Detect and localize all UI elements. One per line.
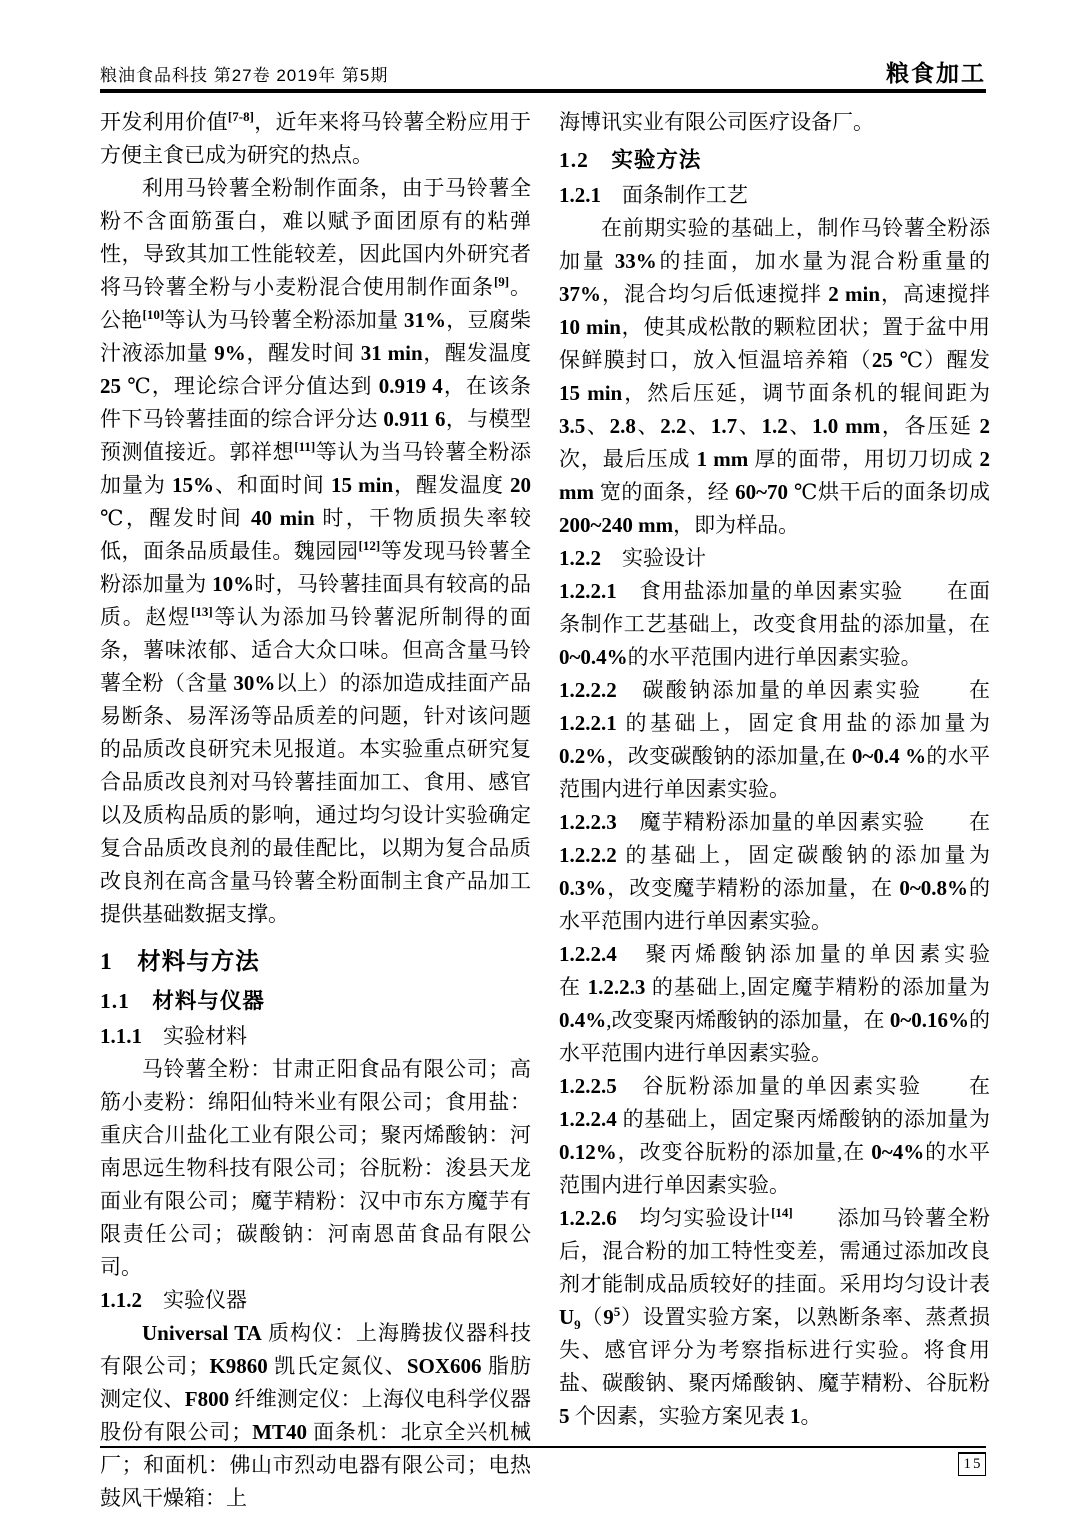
footer-rule	[100, 1446, 986, 1448]
column-left	[100, 106, 531, 1515]
header-rule	[100, 89, 986, 93]
section-heading: 1.1.1 实验材料	[100, 1024, 247, 1048]
column-right	[559, 106, 1032, 1515]
paragraph: 1.2.2.1 食用盐添加量的单因素实验 在面条制作工艺基础上，改变食用盐的添加量，在 0~0.4%的水平范围内进行单因素实验。	[559, 579, 990, 669]
paragraph: 1.2.2.6 均匀实验设计[14] 添加马铃薯全粉后，混合粉的加工特性变差，需通过添加改良剂才能制成品质较好的挂面。采用均匀设计表 $U_9(9^5)$设置实验方案，以熟断条率、蒸煮损失、感官评分为考察指标进行实验。将食用盐、碳酸钠、聚丙烯酸钠、魔芋精粉、谷朊粉 5 个因素，实验方案见表 1。	[559, 1205, 991, 1428]
section-heading: 1.2.1 面条制作工艺	[559, 183, 748, 207]
section-heading: 1.1.2 实验仪器	[100, 1288, 247, 1312]
paragraph: 1.2.2.3 魔芋精粉添加量的单因素实验 在 1.2.2.2 的基础上，固定碳酸钠的添加量为 0.3%，改变魔芋精粉的添加量，在 0~0.8%的水平范围内进行单因素实验。	[559, 810, 991, 933]
paragraph: 马铃薯全粉：甘肃正阳食品有限公司；高筋小麦粉：绵阳仙特米业有限公司；食用盐：重庆合川盐化工业有限公司；聚丙烯酸钠：河南思远生物科技有限公司；谷朊粉：浚县天龙面业有限公司；魔芋精粉：汉中市东方魔芋有限责任公司；碳酸钠：河南恩苗食品有限公司。	[100, 1057, 531, 1279]
section-label: 粮食加工	[886, 60, 986, 86]
page-header	[100, 54, 986, 88]
paragraph: 1.2.2.4 聚丙烯酸钠添加量的单因素实验 在 1.2.2.3 的基础上,固定魔芋精粉的添加量为 0.4%,改变聚丙烯酸钠的添加量，在 0~0.16%的水平范围内进行单因素实验。	[559, 942, 1032, 1065]
paragraph: 开发利用价值[7-8]，近年来将马铃薯全粉应用于方便主食已成为研究的热点。	[100, 109, 532, 167]
journal-info: 粮油食品科技 第27卷 2019年 第5期	[100, 66, 389, 85]
article-body	[100, 106, 1032, 1515]
section-heading: 1 材料与方法	[100, 948, 260, 975]
paragraph: 1.2.2.5 谷朊粉添加量的单因素实验 在 1.2.2.4 的基础上，固定聚丙烯酸钠的添加量为 0.12%，改变谷朊粉的添加量,在 0~4%的水平范围内进行单因素实验。	[559, 1074, 991, 1197]
page-number: 15	[958, 1452, 986, 1476]
section-heading: 1.2 实验方法	[559, 148, 702, 172]
paragraph: 在前期实验的基础上，制作马铃薯全粉添加量 33%的挂面，加水量为混合粉重量的 37%，混合均匀后低速搅拌 2 min，高速搅拌 10 min，使其成松散的颗粒团状；置于盆中用保鲜膜封口，放入恒温培养箱（25 ℃）醒发 15 min，然后压延，调节面条机的辊间距为 3.5、2.8、2.2、1.7、1.2、1.0 mm，各压延 2 次，最后压成 1 mm 厚的面带，用切刀切成 2 mm 宽的面条，经 60~70 ℃烘干后的面条切成 200~240 mm，即为样品。	[559, 216, 991, 537]
paragraph: 海博讯实业有限公司医疗设备厂。	[559, 110, 874, 134]
paragraph: 利用马铃薯全粉制作面条，由于马铃薯全粉不含面筋蛋白，难以赋予面团原有的粘弹性，导致其加工性能较差，因此国内外研究者将马铃薯全粉与小麦粉混合使用制作面条[9]。公艳[10]等认为马铃薯全粉添加量 31%，豆腐柴汁液添加量 9%，醒发时间 31 min，醒发温度 25 ℃，理论综合评分值达到 0.919 4，在该条件下马铃薯挂面的综合评分达 0.911 6，与模型预测值接近。郭祥想[11]等认为当马铃薯全粉添加量为 15%、和面时间 15 min，醒发温度 20 ℃，醒发时间 40 min 时，干物质损失率较低，面条品质最佳。魏园园[12]等发现马铃薯全粉添加量为 10%时，马铃薯挂面具有较高的品质。赵煜[13]等认为添加马铃薯泥所制得的面条，薯味浓郁、适合大众口味。但高含量马铃薯全粉（含量 30%以上）的添加造成挂面产品易断条、易浑汤等品质差的问题，针对该问题的品质改良研究未见报道。本实验重点研究复合品质改良剂对马铃薯挂面加工、食用、感官以及质构品质的影响，通过均匀设计实验确定复合品质改良剂的最佳配比，以期为复合品质改良剂在高含量马铃薯全粉面制主食产品加工提供基础数据支撑。	[100, 176, 532, 926]
section-heading: 1.1 材料与仪器	[100, 989, 265, 1013]
section-heading: 1.2.2 实验设计	[559, 546, 706, 570]
paragraph: Universal TA 质构仪：上海腾拔仪器科技有限公司；K9860 凯氏定氮仪、SOX606 脂肪测定仪、F800 纤维测定仪：上海仪电科学仪器股份有限公司；MT40 面条机：北京全兴机械厂；和面机：佛山市烈动电器有限公司；电热鼓风干燥箱：上	[100, 1321, 532, 1510]
paragraph: 1.2.2.2 碳酸钠添加量的单因素实验 在 1.2.2.1 的基础上，固定食用盐的添加量为 0.2%，改变碳酸钠的添加量,在 0~0.4 %的水平范围内进行单因素实验。	[559, 678, 991, 801]
